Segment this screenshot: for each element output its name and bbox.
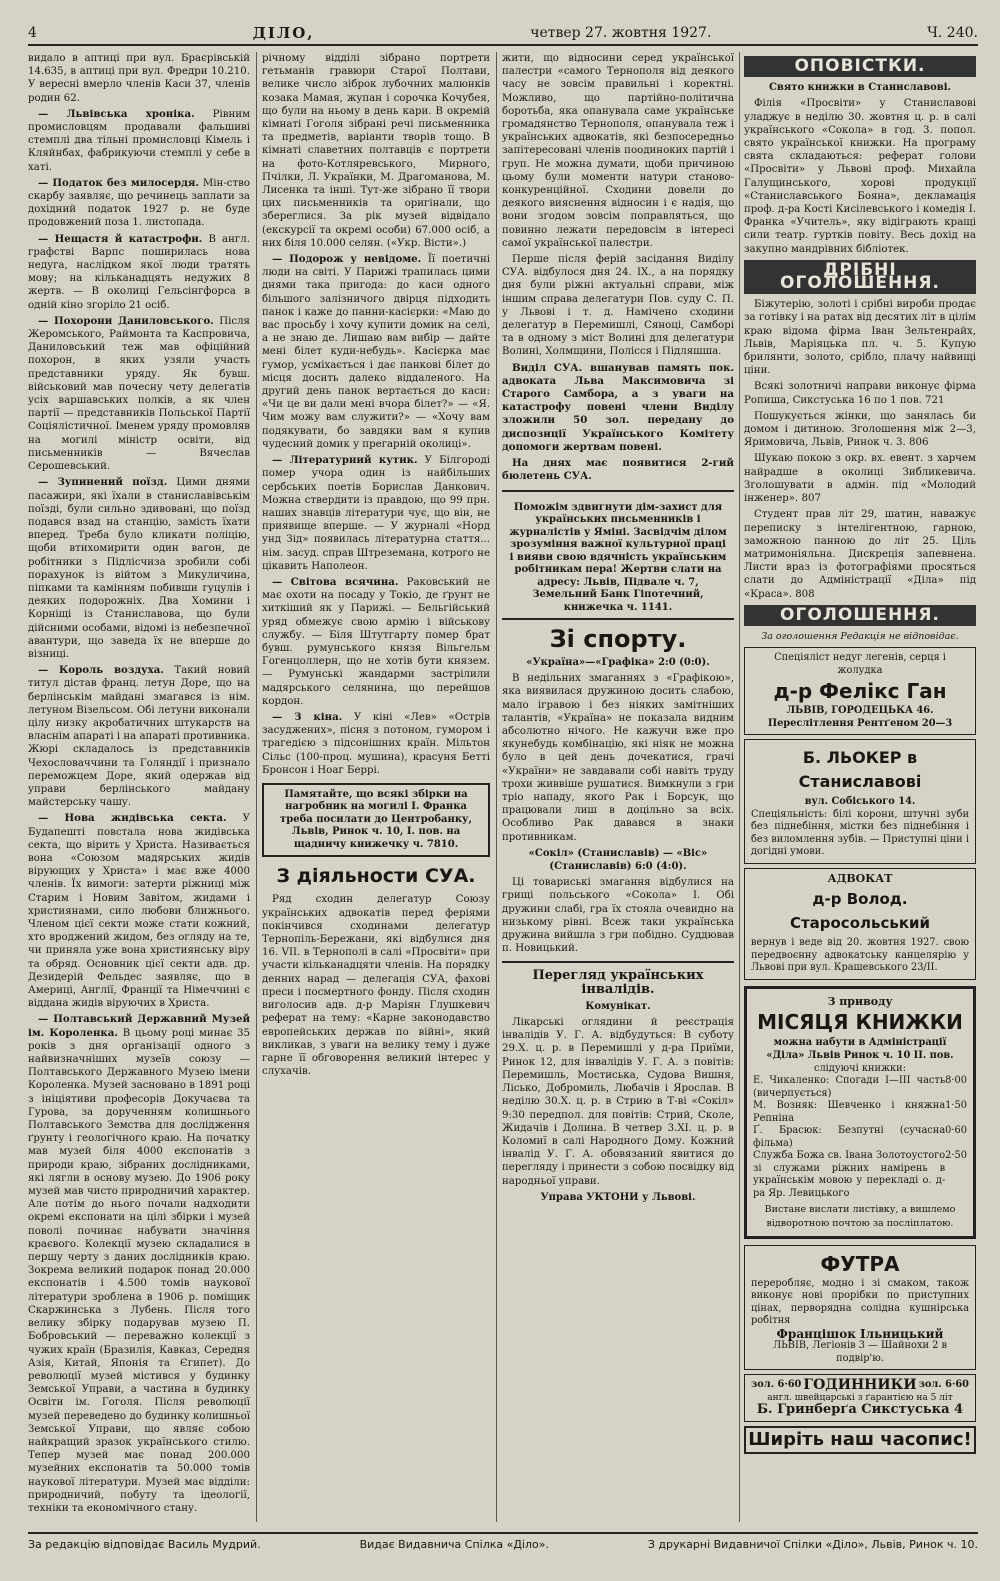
- book-item: Служба Божа св. Івана Золотоустого зі служами ріжних намірень в українськім мовою у перекладі о. д-ра Яр. Левицького 2·50: [753, 1150, 967, 1199]
- page-footer: [28, 1532, 978, 1554]
- article-text: жити, що відносини серед української палестри «самого Тернополя від деякого часу не зовсім правильні і коректні. Можливо, що партійно-політична боротьба, яка опанувала саме українське громадянство Тернополя, опанувала теж і українських адвокатів, які безпосередньо запітересовані членів поодиноких партій і груп. Не можна думати, щоби причиною цьому були моменти натури станово-конкуренційної. Сходини довели до деякого вияснення відносин і є надія, що вони згодом зовсім поправляться, що повинно лежати передовсім в інтересі самої української палестри.: [502, 53, 734, 249]
- small-ad: Шукаю покою з окр. вх. евент. з харчем найрадше в околиці Зибликевича. Зголошувати в адмін. під «Молодий інженер». 807: [744, 453, 976, 505]
- lawyer-ad: [744, 868, 976, 980]
- book-list: [753, 1075, 967, 1200]
- column-1: [28, 52, 250, 1522]
- ad-text: Спеціяльність: білі корони, штучні зуби без піднебіння, містки без піднебіння і без виломлення зубів. — Приступні ціни і догідні умови.: [751, 808, 969, 858]
- invalids-subheading: Комунікат.: [585, 1000, 651, 1012]
- ad-name: д-р Волод. Старосольський: [789, 890, 931, 933]
- book-item: Е. Чикаленко: Спогади I—III часть (вичерпується) 8·00: [753, 1075, 967, 1099]
- furrier-ad: [744, 1245, 976, 1371]
- article-text: Ряд сходин делегатур Союзу українських адвокатів перед феріями покінчився сходинами делегатур Тернопіль-Бережани, які відбулися дня 16. VII. в Тернополі в салі «Просвіти» при участи кільканадцяти членів. На порядку денних нарад — делегація СУА, фахові преси і посмертного фонду. Після сходин виголосив адв. д-р Маріян Глушкевич реферат на тему: «Карне законодавство европейських держав по війні», який викликав, з уваги на велику тему і дуже гарне її обговорення великий інтерес у слухачів.: [262, 894, 490, 1078]
- ad-name: д-р Фелікс Ган: [773, 679, 947, 704]
- news-item: — Подорож у невідоме. Її поетичні люди на світі. У Парижі трапилась цими днями така пригода: до каси одного більшого залізничого двірця підходить панок і каже до панни-касієрки: «Маю до вас просьбу і хочу купити домик на селі, а не знаю де. Лишаю вам вибір — дайте мені білет куди-небудь». Касієрка має гумор, усміхається і дає панкові білет до місця досить далеко віддаленого. На другий день панок вертається до каси: «Чи це ви дали мені вчора білет?» — «Я. Чим можу вам служити?» — «Хочу вам подякувати, бо завдяки вам я купив чудесний домик у прегарній околиці».: [262, 253, 490, 450]
- masthead: ДІЛО,: [252, 24, 315, 42]
- news-item: — Король воздуха. Такий новий титул дістав франц. летун Доре, що на берлінськім майдані змагався із нім. летуном Візельсом. Обі летуни виконали цілу низку акробатичних штукарств на власнім апараті і на апараті противника. Жюрі складалось із представників Чехословаччини та Голяндії і признало переможцем Доре, який одержав від управи берлінського майдану майстерську чашу.: [28, 664, 250, 809]
- article-text: Виділ СУА. вшанував память пок. адвоката Льва Максимовича зі Старого Самбора, а з уваги на катастрофу повені члени Виділу зложили 50 зол. передану до диспозиції Українського Комітету допомоги жертвам повені.: [502, 361, 734, 453]
- ad-text: Спеціяліст недуг легенів, серця і жолудка: [774, 652, 946, 676]
- ad-name: ГОДИННИКИ: [803, 1377, 917, 1394]
- ads-disclaimer: За оголошення Редакція не відповідає.: [761, 630, 959, 642]
- printer-line: З друкарні Видавничої Спілки «Діло», Львів, Ринок ч. 10.: [647, 1537, 978, 1551]
- ad-name: МІСЯЦЯ КНИЖКИ: [757, 1009, 963, 1034]
- column-4: [744, 52, 976, 1522]
- ad-address: ЛЬВІВ, Легіонів 3 — Шайнохи 2 в подвір'ю.: [773, 1340, 947, 1364]
- article-text: Перше після ферій засідання Виділу СУА. відбулося дня 24. IX., а на порядку дня були ріжні актуальні справи, між іншим справа делегатури Пов. суду С. П. у Львові і т. д. Намічено сходини делегатур в Перемишлі, Сяноці, Самборі та в одному з міст Волині для делегатури Волині, Холмщини, Полісся і Підляшша.: [502, 254, 734, 358]
- news-item: — Податок без милосердя. Мін-ство скарбу заявляє, що речинець заплати за дохідний податок 1927 р. не буде продовжений поза 1. листопада.: [28, 176, 250, 229]
- column-divider: [739, 52, 740, 1522]
- ad-text: англ. швейцарські з ґарантією на 5 літ: [767, 1392, 953, 1403]
- news-item: — Нова жидівська секта. У Будапешті повстала нова жидівська секта, що вірить у Христа. Називається вона «Союзом мадярських жидів вірующих у Христа» і має вже 4000 членів. Їх вимоги: затерти ріжниці між Старим і Новим Завітом, жидами і християнами, сило любови ближнього. Членом цієї секти може стати кожний, хто вроджений жидом, без огляду на те, чи приняла уже вона християнську віру та обряд. Основник цієї секти адв. др. Дезидерій Фельдес заявляє, що в Америці, Англії, Франції та Німеччині є віддана жидів віруючих в Христа.: [28, 812, 250, 1010]
- article-text: В недільних змаганнях з «Графікою», яка виявилася дружиною досить слабою, мало ігравою і без ніяких замітніших талантів, «Україна» не показала видним абсолютно нічого. Не кажучи вже про якунебудь комбінацію, які ніяк не можна було в цей день дочекатися, грачі «України» не завдавали собі навіть труду трохи живвіше рушатися. Вимкнули з гри тріо нападу, якого Рак і Борсук, що працювали лиш в доцільно за всіх. Особливо Рак давався в знаки противникам.: [502, 673, 734, 843]
- ad-price: зол. 6·60: [918, 1379, 969, 1391]
- invalids-heading: Перегляд українських інвалідів.: [532, 968, 704, 997]
- writers-home-appeal: Поможім здвигнути дім-захист для українських письменників і журналістів у Яміні. Засвідчім ділом зрозуміння важної культурної праці і вияви свою вдячність українським робітникам пера! Жертви слати на адресу: Львів, Підвале ч. 7, Земельний Банк Гіпотечний, книжечка ч. 1141.: [502, 498, 734, 621]
- match-result: «Україна»—«Графіка» 2:0 (0:0).: [526, 657, 710, 668]
- doctor-ad: [744, 647, 976, 735]
- ad-price: зол. 6·60: [751, 1379, 802, 1391]
- dentist-ad: [744, 739, 976, 864]
- signature: Управа УКТОНИ у Львові.: [540, 1191, 696, 1203]
- small-ad: Всякі золотничі направи виконує фірма Ропиша, Сикстуська 16 по 1 пов. 721: [744, 381, 976, 406]
- small-ad: Пошукується жінки, що занялась би домом і дитиною. Зголошення між 2—3, Яримовича, Львів, Ринок ч. 3. 806: [744, 410, 976, 449]
- column-2: [262, 52, 490, 1522]
- ad-text: вернув і веде від 20. жовтня 1927. свою передвоєнну адвокатську канцелярію у Львові при вул. Крашевського 23/II.: [751, 937, 969, 974]
- news-item: — Світова всячина. Раковський не має охоти на посаду у Токіо, де ґрунт не хиткіший як у Парижі. — Бельгійський уряд обмежує свою армію і військову службу. — Біля Штутгарту помер брат бувш. румунського князя Вільгельм Гогенцоллерн, що не хотів бути князем. — Румунські жандарми застрілили мадярського селянина, що перейшов кордон.: [262, 575, 490, 707]
- issue-date: четвер 27. жовтня 1927.: [530, 25, 712, 41]
- divider: [502, 490, 734, 492]
- sua-heading: З діяльности СУА.: [276, 865, 476, 888]
- article-text: Ці товариські змагання відбулися на грищі польського «Сокола» І. Обі дружини слабі, гра їх стояла очевидно на низькому рівні. Всеж таки українська дружина вийшла з гри побідно. Суддював п. Новицький.: [502, 877, 734, 955]
- ad-name: Б. ЛЬОКЕР в Станиславові: [798, 748, 922, 792]
- sport-heading: Зі спорту.: [549, 625, 687, 653]
- news-item: — Похорони Даниловського. Після Жеромського, Раймонта та Каспровича, Даниловський теж мав офіційний похорон, в яких узяли участь представники уряду. Як бувш. військовий мав почесну чету делегатів усіх варшавських полків, а як член партії — представників Польської Партії Соціялістичної. Іменем уряду промовляв на могилі міністр освіти, від письменників — Вячеслав Серошевський.: [28, 314, 250, 473]
- ad-name: ФУТРА: [820, 1251, 900, 1276]
- news-item: — Полтавський Державний Музей ім. Короленка. В цьому році минає 35 років з дня організації одного з найвизначніших музеїв союзу — Полтавського Державного Музею імени Короленка. Музей засновано в 1891 році з ініціятиви професорів Докучаєва та Гурова, за дорученням колишнього Полтавського Земства для дослідження ґрунту і геологічного краю. На початку мав музей біля 4000 експонатів з природи краю, зібраних дослідниками, які лягли в основу музею. До 1906 року музей мав чисто природничий характер. Але потім до нього почали надходити окремі експонати на цілі збірки і музей поволі починає набувати значіння краєвого. Колекції музею складалися в першу черту з даних дослідників краю. Зокрема великий подарок понад 20.000 експонатів і 4.500 томів наукової літератури зроблена в 1906 р. поміщик Скаржинська з Лубень. Після того велику збірку подарував музею П. Бобровський — переважно колекції з чужих країн (Бразилія, Кавказ, Середня Азія, Китай, Японія та Єгипет). До революції музей містився у будинку Земської Управи, а частина в будинку Освіти ім. Гоголя. Після революції музей переведено до будинку колишньої Земської Управи, що являє собою найкращий зразок українського стилю. Тепер музей має понад 200.000 музейних експонатів та 50.000 томів наукової літератури. Музей має відділи: природничий, побуту та ідеології, техніки та економічного стану.: [28, 1013, 250, 1514]
- news-item: — Львівська хроніка. Рівним промисловцям продавали фальшиві стемплі два тільні промисловці Кімель і Кляйнбах, фабрикуючи стемплі у себе в хаті.: [28, 107, 250, 173]
- ad-text: переробляє, модно і зі смаком, також виконує нові прорібки по приступних цінах, перворядна солідна кушнірська робітня: [751, 1277, 969, 1327]
- ad-address: Б. Гринберґа Сикстуська 4: [756, 1402, 964, 1418]
- page-number: 4: [28, 25, 37, 41]
- notice-text: Філія «Просвіти» у Станиславові уладжує в неділю 30. жовтня ц. р. в салі українського «Сокола» в год. 3. попол. свято української книжки. На програму свята складаються: реферат голови «Просвіти» у Львові проф. Михайла Галущинського, хорові продукції «Станиславського Бояна», декламація проф. д-ра Кості Кисілевського і комедія І. Франка «Учитель», яку відіграють кращі сили театр. гуртків повіту. Весь дохід на закупно мандрівних бібліотек.: [744, 98, 976, 255]
- article-text: річному відділі зібрано портрети гетьманів гравюри Старої Полтави, велике число зіброк лубочних малюнків козака Мамая, жупан і сорочка Кочубея, що були на ньому в день кари. В окремій кімнаті Гоголя зібрані речі письменника та предметів, варіанти творів тощо. В кімнаті славетних полтавців є портрети на фото-Котляревського, Мирного, Пчілки, Л. Українки, М. Драгоманова, М. Лисенка та інші. Тут-же зібрано її твори цих письменників та оригінали, що збереглися. За рік музей відвідало (екскурсії та окремі особи) 67.000 осіб, а них біля 10.000 селян. («Укр. Вісти».): [262, 53, 490, 249]
- ad-text: Вистане вислати листівку, а вишлемо відворотною почтою за посліплатою.: [764, 1204, 956, 1229]
- news-item: — Нещастя й катастрофи. В англ. графстві Варпс поширилась нова недуга, наслідком якої люди тратять мову; на кільканадцять недужих 8 жертв. — В околиці Гельсінгфорса в одній кіно згоріло 21 осіб.: [28, 232, 250, 311]
- match-result: «Сокіл» (Станиславів) — «Віс» (Станиславів) 6:0 (4:0).: [528, 847, 708, 873]
- ad-text: Переслітлення Рентґеном 20—3: [767, 717, 953, 729]
- issue-number: Ч. 240.: [927, 25, 978, 41]
- notices-banner: ОПОВІСТКИ.: [744, 56, 976, 77]
- book-item: М. Возняк: Шевченко і княжна Репніна 1·50: [753, 1100, 967, 1124]
- subscribe-slogan: Ширіть наш часопис!: [744, 1426, 976, 1454]
- notice-title: Свято книжки в Станиславові.: [768, 82, 952, 94]
- news-item: — Зупинений поїзд. Цими днями пасажири, які їхали в станиславівськім поїзді, були сильно здивовані, що поїзд подався взад на станцію, замість їхати вперед. Треба було кликати поліцію, щоби втихомирити один вагон, де робітники з Підлісчиза зробили собі порахунок із війтом з Микуличина, піпками та камінням побивши гуцулів і деяких подорожніх. Два Хомини і Корніщі із Станиславова, що були дійсними особами, відомі із небезпечної авантури, що заведа їх не вперше до візниці.: [28, 476, 250, 660]
- ad-text: можна набути в Адміністрації «Діла» Львів Ринок ч. 10 II. пов.: [766, 1036, 954, 1062]
- page-header: [28, 22, 978, 46]
- editor-line: За редакцію відповідає Василь Мудрий.: [28, 1537, 261, 1551]
- news-item: — З кіна. У кіні «Лев» «Острів засуджених», пісня з потоном, гумором і трагедією з підсонішних країн. Мільтон Сільс (100-проц. мушина), красуня Бетті Бронсон і Ноаг Беррі.: [262, 710, 490, 776]
- column-divider: [256, 52, 257, 1522]
- news-item: — Літературний кутик. У Білгороді помер учора один із найбільших сербських поетів Борислав Данкович. Можна ствердити із правдою, що 99 прн. наших знавців літератури чує, що він, не приявище вперше. — У журналі «Норд унд Зід» появилась літературна стаття... нім. засуд. справ Штреземана, котрого не цікавить Наполеон.: [262, 454, 490, 572]
- small-ad: Студент прав літ 29, шатин, наважує переписку з інтелігентною, гарною, заможною панною до літ 25. Ціль матримоніяльна. Дискреція запевнена. Листи враз із фотографіями просяться слати до Адміністрації «Діла» під «Краса». 808: [744, 509, 976, 600]
- ad-text: слідуючі книжки:: [813, 1063, 907, 1075]
- article-text: На днях має появитися 2-гий бюлетень СУА.: [502, 457, 734, 483]
- publisher-line: Видає Видавнича Спілка «Діло».: [359, 1537, 549, 1551]
- watch-ad: [744, 1374, 976, 1422]
- column-divider: [496, 52, 497, 1522]
- book-item: Ґ. Брасюк: Безпутні (сучасна фільма) 0·60: [753, 1125, 967, 1149]
- ad-address: ЛЬВІВ, ГОРОДЕЦЬКА 46.: [786, 705, 934, 717]
- book-month-ad: [744, 986, 976, 1239]
- ads-banner: ОГОЛОШЕННЯ.: [744, 605, 976, 626]
- ad-head: З приводу: [827, 994, 893, 1008]
- franko-fund-notice: Памятайте, що всякі збірки на нагробник на могилі І. Франка треба посилати до Центробанку, Львів, Ринок ч. 10, І. пов. на щадничу книжечку ч. 7810.: [262, 783, 490, 858]
- article-text: видало в аптиці при вул. Браєрівській 14.635, в аптиці при вул. Фредри 10.210. У вересні вмерло членів Каси 37, членів родин 62.: [28, 53, 250, 104]
- ad-address: вул. Собіського 14.: [804, 796, 916, 808]
- ad-name: Францішок Ільницький: [776, 1326, 944, 1341]
- divider: [502, 961, 734, 963]
- small-ad: Біжутерію, золоті і срібні вироби продає за готівку і на ратах від десятих літ в цілім краю відома фірма Іван Зельтенрайх, Львів, Маріяцька пл. ч. 5. Купую брилянти, золото, срібло, плачу найвищі ціни.: [744, 299, 976, 377]
- small-ads-banner: ДРІБНІ ОГОЛОШЕННЯ.: [744, 260, 976, 294]
- ad-head: АДВОКАТ: [827, 871, 893, 885]
- article-text: Лікарські оглядини й реєстрація інвалідів У. Г. А. відбудуться: В суботу 29.Х. ц. р. в Перемишлі у д-ра Приїми, Ринок 12, для інвалідів У. Г. А. з повітів: Перемишль, Мостиська, Судова Вишня, Лісько, Добромиль, Любачів і Ярослав. В неділю 30.Х. ц. р. в Стрию в Т-ві «Сокіл» 9:30 передпол. для повітів: Стрий, Сколе, Жидачів і Долина. В четвер 3.ХІ. ц. р. в Коломиї в салі Народного Дому. Кожний інвалід У. Г. А. обовязаний явитися до перегляду і принести з собою посвідку від народньої управи.: [502, 1017, 734, 1187]
- column-3: [502, 52, 734, 1522]
